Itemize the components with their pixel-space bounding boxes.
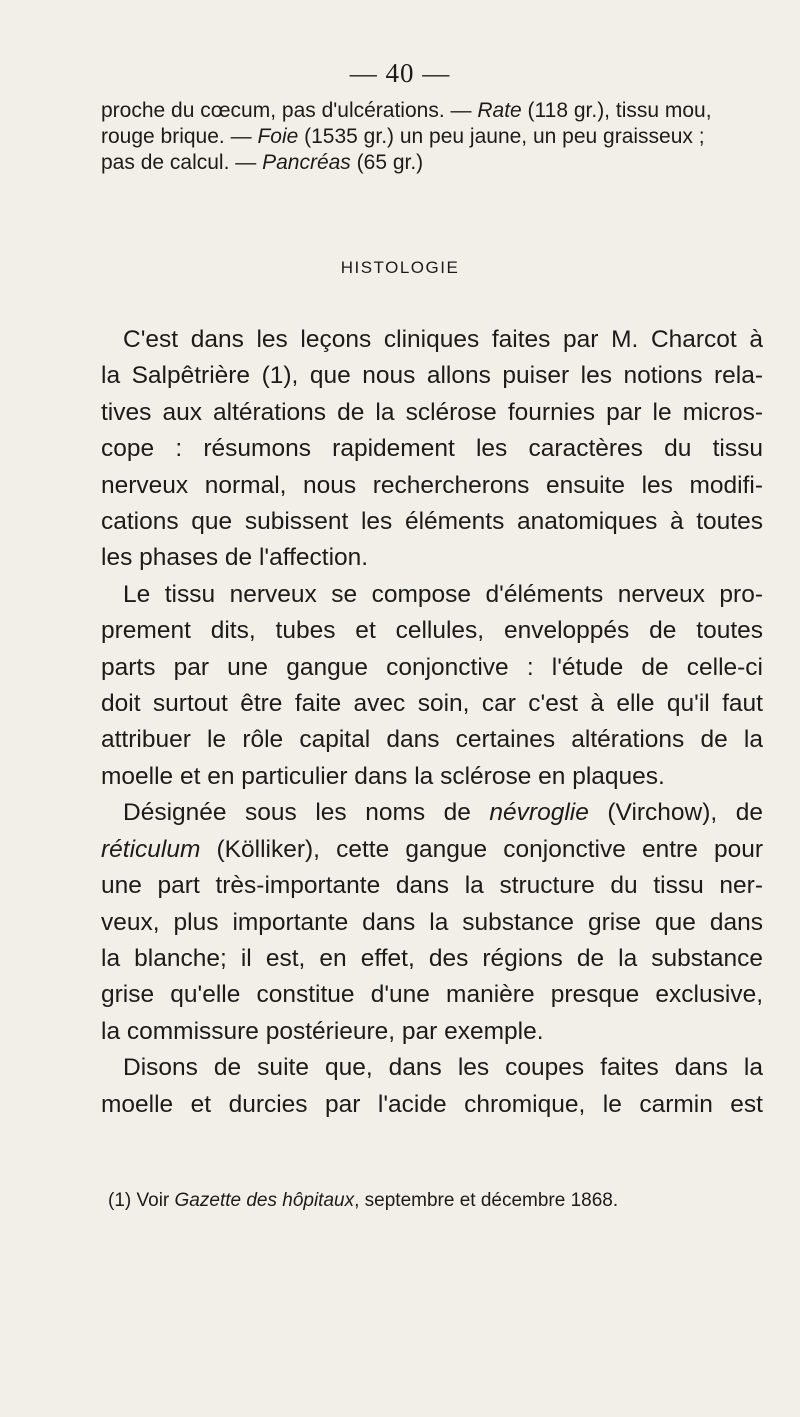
body-line: une part très-importante dans la structure du tissu ner-	[101, 872, 763, 900]
body-line: Désignée sous les noms de névroglie (Virchow), de	[123, 799, 763, 827]
body-line: la commissure postérieure, par exemple.	[101, 1017, 544, 1045]
footnote: (1) Voir Gazette des hôpitaux, septembre et décembre 1868.	[108, 1190, 619, 1211]
body-line: cope : résumons rapidement les caractères du tissu	[101, 435, 763, 463]
body-text	[101, 322, 763, 1123]
body-line: parts par une gangue conjonctive : l'étude de celle-ci	[101, 653, 763, 681]
intro-line: rouge brique. — Foie (1535 gr.) un peu jaune, un peu graisseux ;	[101, 125, 705, 148]
section-heading: HISTOLOGIE	[340, 258, 460, 277]
body-line: nerveux normal, nous rechercherons ensuite les modifi-	[101, 471, 763, 499]
body-line: moelle et en particulier dans la sclérose en plaques.	[101, 762, 665, 790]
body-line: la Salpêtrière (1), que nous allons puiser les notions rela-	[101, 362, 763, 390]
body-line: la blanche; il est, en effet, des régions de la substance	[101, 944, 763, 972]
page-number: — 40 —	[349, 58, 451, 88]
body-line: prement dits, tubes et cellules, enveloppés de toutes	[101, 617, 763, 645]
intro-paragraph	[101, 98, 761, 176]
body-line: moelle et durcies par l'acide chromique, le carmin est	[101, 1090, 763, 1118]
body-line: réticulum (Kölliker), cette gangue conjonctive entre pour	[101, 835, 763, 863]
body-line: C'est dans les leçons cliniques faites par M. Charcot à	[123, 326, 763, 353]
body-line: Le tissu nerveux se compose d'éléments nerveux pro-	[123, 580, 763, 608]
body-line: attribuer le rôle capital dans certaines altérations de la	[101, 726, 763, 754]
body-line: doit surtout être faite avec soin, car c'est à elle qu'il faut	[101, 690, 763, 718]
body-line: grise qu'elle constitue d'une manière presque exclusive,	[101, 981, 763, 1009]
body-line: cations que subissent les éléments anatomiques à toutes	[101, 508, 763, 536]
intro-line: proche du cœcum, pas d'ulcérations. — Rate (118 gr.), tissu mou,	[101, 99, 712, 122]
body-line: les phases de l'affection.	[101, 544, 369, 572]
intro-line: pas de calcul. — Pancréas (65 gr.)	[101, 151, 424, 174]
body-line: veux, plus importante dans la substance grise que dans	[101, 908, 763, 936]
body-line: tives aux altérations de la sclérose fournies par le micros-	[101, 398, 763, 426]
body-line: Disons de suite que, dans les coupes faites dans la	[123, 1054, 763, 1082]
